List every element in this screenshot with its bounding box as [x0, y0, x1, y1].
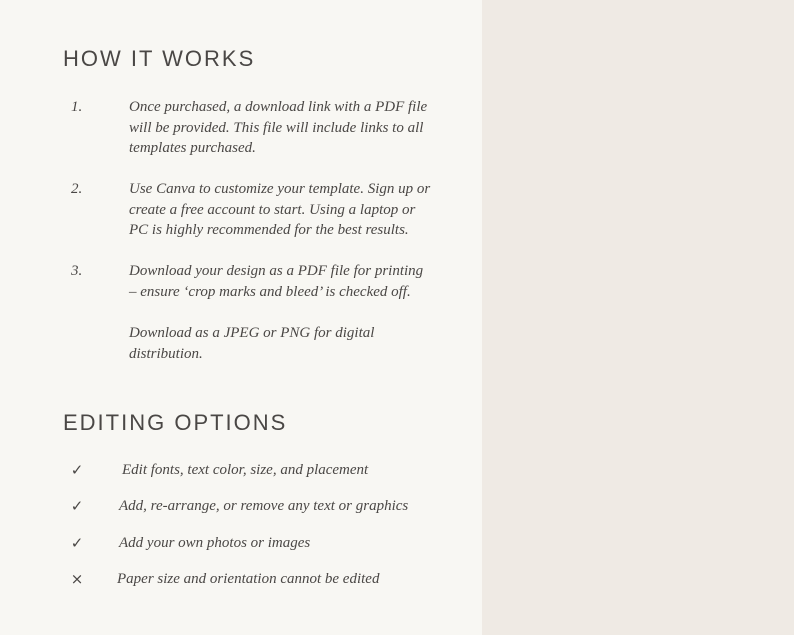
check-icon: ✓ [70, 497, 84, 515]
option-text: Paper size and orientation cannot be edited [117, 571, 380, 587]
option-text: Add, re-arrange, or remove any text or graphics [119, 498, 409, 514]
editing-options-heading: EDITING OPTIONS [63, 410, 288, 435]
step-number: 3. [71, 263, 83, 279]
option-text: Add your own photos or images [119, 535, 311, 551]
check-icon: ✓ [70, 461, 84, 479]
side-panel [482, 0, 794, 635]
step-number: 2. [71, 181, 83, 197]
step-extra-text: Download as a JPEG or PNG for digital distribution. [129, 325, 375, 362]
cross-icon: × [70, 570, 84, 588]
step-number: 1. [71, 99, 83, 115]
step-text: Use Canva to customize your template. Sign up or create a free account to start. Using a laptop or PC is highly recommended for the best results. [129, 181, 431, 238]
option-text: Edit fonts, text color, size, and placement [122, 462, 369, 478]
step-text: Download your design as a PDF file for printing – ensure ‘crop marks and bleed’ is checked off. [129, 263, 424, 300]
how-it-works-heading: HOW IT WORKS [63, 46, 256, 71]
check-icon: ✓ [70, 534, 84, 552]
step-text: Once purchased, a download link with a PDF file will be provided. This file will include links to all templates purchased. [129, 99, 428, 156]
